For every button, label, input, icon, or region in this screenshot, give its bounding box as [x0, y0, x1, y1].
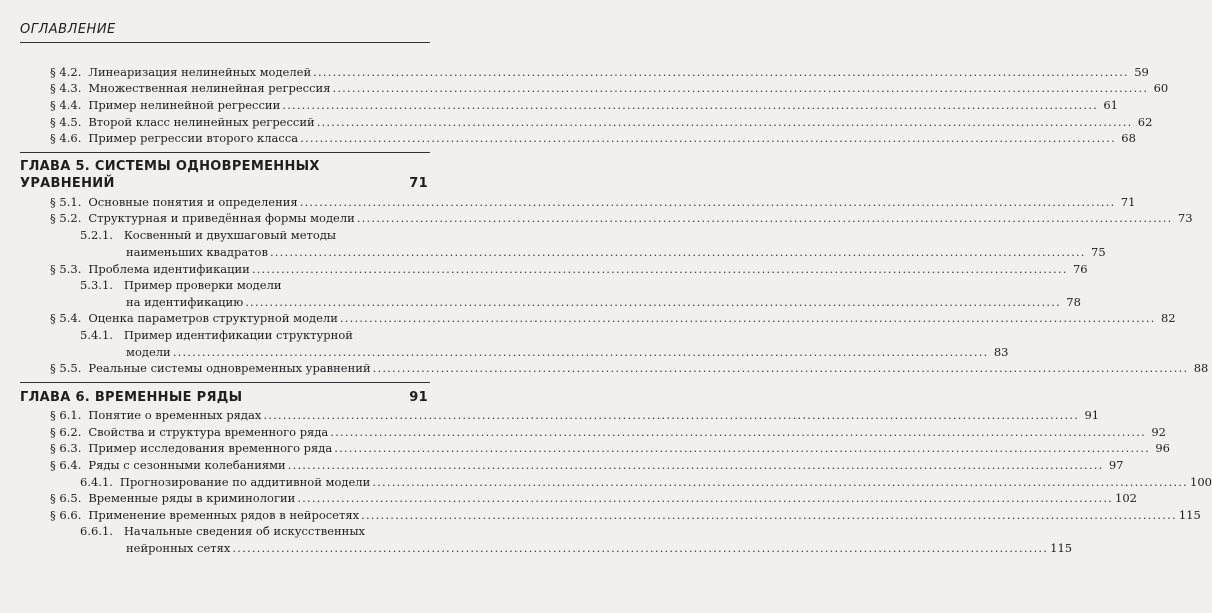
leader-dots: ........................................................................................................................................................................ — [299, 195, 1116, 209]
toc-entry-5-4-1: 5.4.1. Пример идентификации структурной модели ........................................................................................................................................................................ 83 — [80, 328, 1009, 359]
chapter-6-heading: ГЛАВА 6. ВРЕМЕННЫЕ РЯДЫ 91 — [20, 390, 428, 405]
toc-entry-6-4-1: 6.4.1. Прогнозирование по аддитивной модели ........................................................................................................................................................................ 100 — [80, 475, 1212, 489]
toc-entry-6-3: § 6.3. Пример исследования временного ряда ........................................................................................................................................................................ 96 — [50, 441, 1170, 455]
leader-dots: ........................................................................................................................................................................ — [263, 408, 1080, 422]
leader-dots: ........................................................................................................................................................................ — [356, 211, 1173, 225]
leader-dots: ........................................................................................................................................................................ — [313, 65, 1129, 79]
leader-dots: ........................................................................................................................................................................ — [339, 311, 1156, 325]
leader-dots: ........................................................................................................................................................................ — [316, 115, 1133, 129]
toc-entry-5-5: § 5.5. Реальные системы одновременных уравнений ........................................................................................................................................................................ 88 — [50, 361, 1209, 375]
toc-entry-4-2: § 4.2. Линеаризация нелинейных моделей ........................................................................................................................................................................ 59 — [50, 65, 1149, 79]
toc-entry-6-6-1: 6.6.1. Начальные сведения об искусственных нейронных сетях ........................................................................................................................................................................ 115 — [80, 524, 1073, 555]
leader-dots: ........................................................................................................................................................................ — [269, 245, 1086, 259]
toc-entry-6-2: § 6.2. Свойства и структура временного ряда ........................................................................................................................................................................ 92 — [50, 425, 1166, 439]
leader-dots: ........................................................................................................................................................................ — [300, 131, 1116, 145]
toc-entry-5-2-1: 5.2.1. Косвенный и двухшаговый методы наименьших квадратов ........................................................................................................................................................................ 75 — [80, 228, 1106, 259]
leader-dots: ........................................................................................................................................................................ — [334, 441, 1150, 455]
leader-dots: ........................................................................................................................................................................ — [361, 508, 1177, 522]
toc-entry-6-5: § 6.5. Временные ряды в криминологии ........................................................................................................................................................................ 102 — [50, 491, 1137, 505]
leader-dots: ........................................................................................................................................................................ — [251, 262, 1068, 276]
leader-dots: ........................................................................................................................................................................ — [297, 491, 1114, 505]
toc-entry-4-5: § 4.5. Второй класс нелинейных регрессий ........................................................................................................................................................................ 62 — [50, 115, 1153, 129]
chapter-5-heading: ГЛАВА 5. СИСТЕМЫ ОДНОВРЕМЕННЫХ УРАВНЕНИЙ 71 — [20, 159, 428, 191]
leader-dots: ........................................................................................................................................................................ — [332, 81, 1149, 95]
leader-dots: ........................................................................................................................................................................ — [287, 458, 1104, 472]
chapter-6-page: 91 — [409, 390, 428, 405]
toc-entry-4-4: § 4.4. Пример нелинейной регрессии ........................................................................................................................................................................ 61 — [50, 98, 1118, 112]
header-rule — [20, 42, 430, 43]
toc-entry-5-1: § 5.1. Основные понятия и определения ........................................................................................................................................................................ 71 — [50, 195, 1136, 209]
leader-dots: ........................................................................................................................................................................ — [330, 425, 1146, 439]
leader-dots: ........................................................................................................................................................................ — [372, 475, 1188, 489]
leader-dots: ........................................................................................................................................................................ — [172, 345, 989, 359]
toc-entry-5-4: § 5.4. Оценка параметров структурной модели ........................................................................................................................................................................ 82 — [50, 311, 1176, 325]
leader-dots: ........................................................................................................................................................................ — [372, 361, 1189, 375]
toc-entry-6-4: § 6.4. Ряды с сезонными колебаниями ........................................................................................................................................................................ 97 — [50, 458, 1124, 472]
toc-entry-6-1: § 6.1. Понятие о временных рядах ........................................................................................................................................................................ 91 — [50, 408, 1100, 422]
toc-entry-5-3-1: 5.3.1. Пример проверки модели на идентификацию ........................................................................................................................................................................ 78 — [80, 278, 1081, 309]
toc-entry-4-3: § 4.3. Множественная нелинейная регрессия ........................................................................................................................................................................ 60 — [50, 81, 1169, 95]
toc-entry-4-6: § 4.6. Пример регрессии второго класса ........................................................................................................................................................................ 68 — [50, 131, 1136, 145]
running-head: ОГЛАВЛЕНИЕ — [20, 22, 116, 37]
chapter-rule — [20, 382, 430, 383]
toc-entry-6-6: § 6.6. Применение временных рядов в нейросетях ........................................................................................................................................................................ 115 — [50, 508, 1201, 522]
leader-dots: ........................................................................................................................................................................ — [232, 541, 1049, 555]
chapter-rule — [20, 152, 430, 153]
toc-entry-5-2: § 5.2. Структурная и приведённая формы модели ........................................................................................................................................................................ 73 — [50, 211, 1193, 225]
leader-dots: ........................................................................................................................................................................ — [282, 98, 1098, 112]
toc-entry-5-3: § 5.3. Проблема идентификации ........................................................................................................................................................................ 76 — [50, 262, 1088, 276]
chapter-5-page: 71 — [409, 176, 428, 191]
leader-dots: ........................................................................................................................................................................ — [245, 295, 1061, 309]
